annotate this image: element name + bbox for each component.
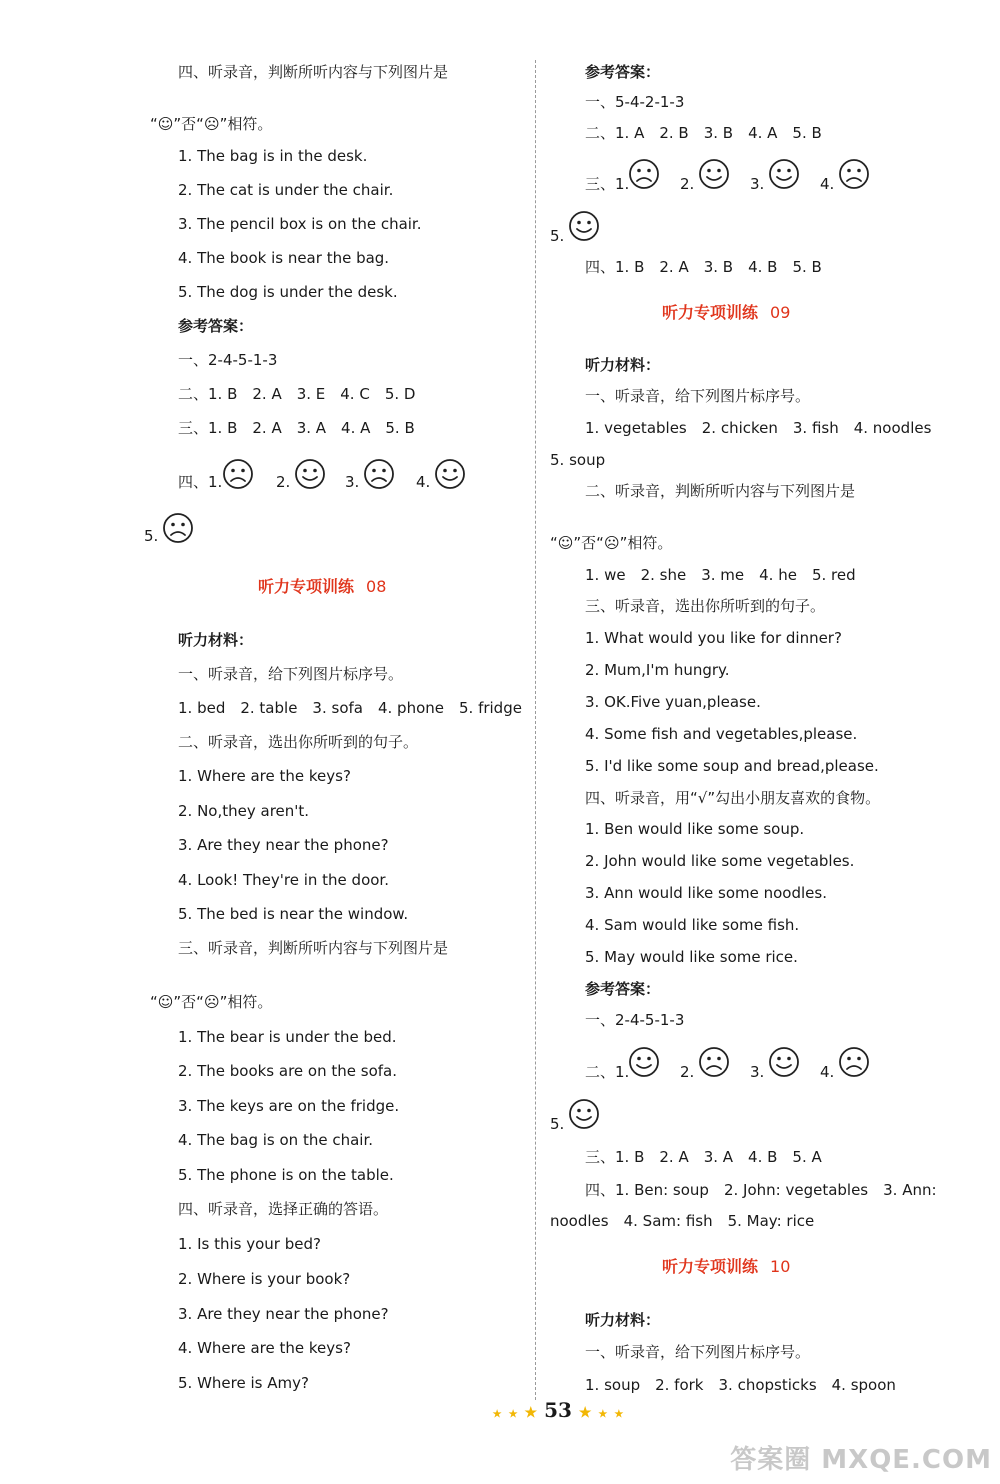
list-item: 1. The bag is in the desk. <box>178 147 368 165</box>
q2-items: 1. we 2. she 3. me 4. he 5. red <box>585 566 856 584</box>
answer-number: 4. <box>416 473 431 491</box>
star-icon: ★ <box>492 1409 502 1420</box>
material-label: 听力材料： <box>585 356 661 374</box>
list-item: 3. The keys are on the fridge. <box>178 1097 400 1115</box>
list-item: 1. What would you like for dinner? <box>585 629 842 647</box>
part1-title: 一、听录音，给下列图片标序号。 <box>178 665 404 683</box>
q1-items: 1. vegetables 2. chicken 3. fish 4. noodles <box>585 419 932 437</box>
answer-number: 3. <box>750 175 765 193</box>
list-item: 4. Sam would like some fish. <box>585 916 800 934</box>
list-item: 5. The dog is under the desk. <box>178 283 398 301</box>
list-item: 4. Look! They're in the door. <box>178 871 389 889</box>
answer-line: 三、1. <box>585 175 630 193</box>
smiley-face-icon <box>698 158 730 190</box>
answers-label: 参考答案： <box>585 980 661 998</box>
answer-line: 一、2-4-5-1-3 <box>178 351 278 369</box>
list-item: 5. May would like some rice. <box>585 948 798 966</box>
sad-face-icon <box>363 458 395 490</box>
answer-line: noodles 4. Sam: fish 5. May: rice <box>550 1212 815 1230</box>
sad-face-icon <box>838 1046 870 1078</box>
part4-title: 四、听录音，选择正确的答语。 <box>178 1200 389 1218</box>
list-item: 4. Some fish and vegetables,please. <box>585 725 858 743</box>
section-heading-10 <box>662 1256 790 1278</box>
r1-title: 一、听录音，给下列图片标序号。 <box>585 1343 811 1361</box>
list-item: 3. Ann would like some noodles. <box>585 884 827 902</box>
star-icon: ★ <box>578 1405 592 1421</box>
answer-line: 一、2-4-5-1-3 <box>585 1011 685 1029</box>
q1-tail: 5. soup <box>550 451 606 469</box>
column-divider <box>535 60 536 1400</box>
answer-number: 4. <box>820 175 835 193</box>
list-item: 2. John would like some vegetables. <box>585 852 855 870</box>
answer-line: 三、1. B 2. A 3. A 4. B 5. A <box>585 1148 822 1166</box>
section4-suffix: “☺”否“☹”相符。 <box>150 115 273 133</box>
smiley-face-icon <box>628 1046 660 1078</box>
page-number: 53 <box>544 1398 572 1422</box>
star-icon: ★ <box>508 1409 518 1420</box>
smiley-face-icon <box>768 1046 800 1078</box>
answer-line: 四、1. Ben: soup 2. John: vegetables 3. Ann: <box>585 1181 937 1199</box>
list-item: 2. The cat is under the chair. <box>178 181 394 199</box>
answers-label: 参考答案： <box>585 63 661 81</box>
sad-face-icon <box>838 158 870 190</box>
list-item: 2. Where is your book? <box>178 1270 351 1288</box>
part1-items: 1. bed 2. table 3. sofa 4. phone 5. fridge <box>178 699 522 717</box>
answer-line: 二、1. A 2. B 3. B 4. A 5. B <box>585 124 822 142</box>
list-item: 4. Where are the keys? <box>178 1339 351 1357</box>
list-item: 5. Where is Amy? <box>178 1374 309 1392</box>
answer-line: 四、1. <box>178 473 223 491</box>
list-item: 4. The book is near the bag. <box>178 249 390 267</box>
answer-number: 5. <box>144 527 159 545</box>
r1-items: 1. soup 2. fork 3. chopsticks 4. spoon <box>585 1376 896 1394</box>
answer-number: 3. <box>345 473 360 491</box>
list-item: 4. The bag is on the chair. <box>178 1131 374 1149</box>
list-item: 2. Mum,I'm hungry. <box>585 661 730 679</box>
list-item: 3. Are they near the phone? <box>178 1305 389 1323</box>
smiley-face-icon <box>568 1098 600 1130</box>
watermark: 答案圈 MXQE.COM <box>730 1445 992 1475</box>
answer-number: 2. <box>680 1063 695 1081</box>
list-item: 3. The pencil box is on the chair. <box>178 215 422 233</box>
section-heading-text: 听力专项训练 <box>662 303 759 322</box>
answer-number: 5. <box>550 1115 565 1133</box>
star-icon: ★ <box>614 1409 624 1420</box>
list-item: 1. Ben would like some soup. <box>585 820 805 838</box>
smiley-face-icon <box>294 458 326 490</box>
part3-suffix: “☺”否“☹”相符。 <box>150 993 273 1011</box>
answer-number: 2. <box>276 473 291 491</box>
answers-label: 参考答案： <box>178 317 254 335</box>
q4-title: 四、听录音，用“√”勾出小朋友喜欢的食物。 <box>585 789 881 807</box>
q2-title: 二、听录音，判断所听内容与下列图片是 <box>585 482 856 500</box>
answer-number: 5. <box>550 227 565 245</box>
part2-title: 二、听录音，选出你所听到的句子。 <box>178 733 419 751</box>
section-heading-09 <box>662 302 790 324</box>
sad-face-icon <box>628 158 660 190</box>
list-item: 2. The books are on the sofa. <box>178 1062 397 1080</box>
q3-title: 三、听录音，选出你所听到的句子。 <box>585 597 826 615</box>
material-label: 听力材料： <box>585 1311 661 1329</box>
page-number-footer <box>478 1398 638 1422</box>
part3-title: 三、听录音，判断所听内容与下列图片是 <box>178 939 449 957</box>
q2-suffix: “☺”否“☹”相符。 <box>550 534 673 552</box>
answer-line: 四、1. B 2. A 3. B 4. B 5. B <box>585 258 822 276</box>
section-heading-number: 08 <box>366 577 387 596</box>
list-item: 5. The phone is on the table. <box>178 1166 394 1184</box>
list-item: 1. Where are the keys? <box>178 767 351 785</box>
star-icon: ★ <box>598 1409 608 1420</box>
sad-face-icon <box>162 512 194 544</box>
list-item: 2. No,they aren't. <box>178 802 310 820</box>
section-heading-08 <box>258 576 386 598</box>
answer-number: 4. <box>820 1063 835 1081</box>
star-icon: ★ <box>524 1405 538 1421</box>
list-item: 5. I'd like some soup and bread,please. <box>585 757 879 775</box>
answer-number: 2. <box>680 175 695 193</box>
answer-line: 二、1. B 2. A 3. E 4. C 5. D <box>178 385 416 403</box>
section-heading-number: 09 <box>770 303 791 322</box>
section-heading-text: 听力专项训练 <box>662 1257 759 1276</box>
section-heading-text: 听力专项训练 <box>258 577 355 596</box>
answer-line: 三、1. B 2. A 3. A 4. A 5. B <box>178 419 415 437</box>
answer-line: 一、5-4-2-1-3 <box>585 93 685 111</box>
sad-face-icon <box>698 1046 730 1078</box>
smiley-face-icon <box>568 210 600 242</box>
material-label: 听力材料： <box>178 631 254 649</box>
smiley-face-icon <box>434 458 466 490</box>
list-item: 1. The bear is under the bed. <box>178 1028 397 1046</box>
answer-number: 3. <box>750 1063 765 1081</box>
list-item: 3. OK.Five yuan,please. <box>585 693 761 711</box>
q1-title: 一、听录音，给下列图片标序号。 <box>585 387 811 405</box>
section4-title: 四、听录音，判断所听内容与下列图片是 <box>178 63 449 81</box>
answer-line: 二、1. <box>585 1063 630 1081</box>
sad-face-icon <box>222 458 254 490</box>
list-item: 3. Are they near the phone? <box>178 836 389 854</box>
list-item: 1. Is this your bed? <box>178 1235 321 1253</box>
list-item: 5. The bed is near the window. <box>178 905 409 923</box>
section-heading-number: 10 <box>770 1257 791 1276</box>
smiley-face-icon <box>768 158 800 190</box>
